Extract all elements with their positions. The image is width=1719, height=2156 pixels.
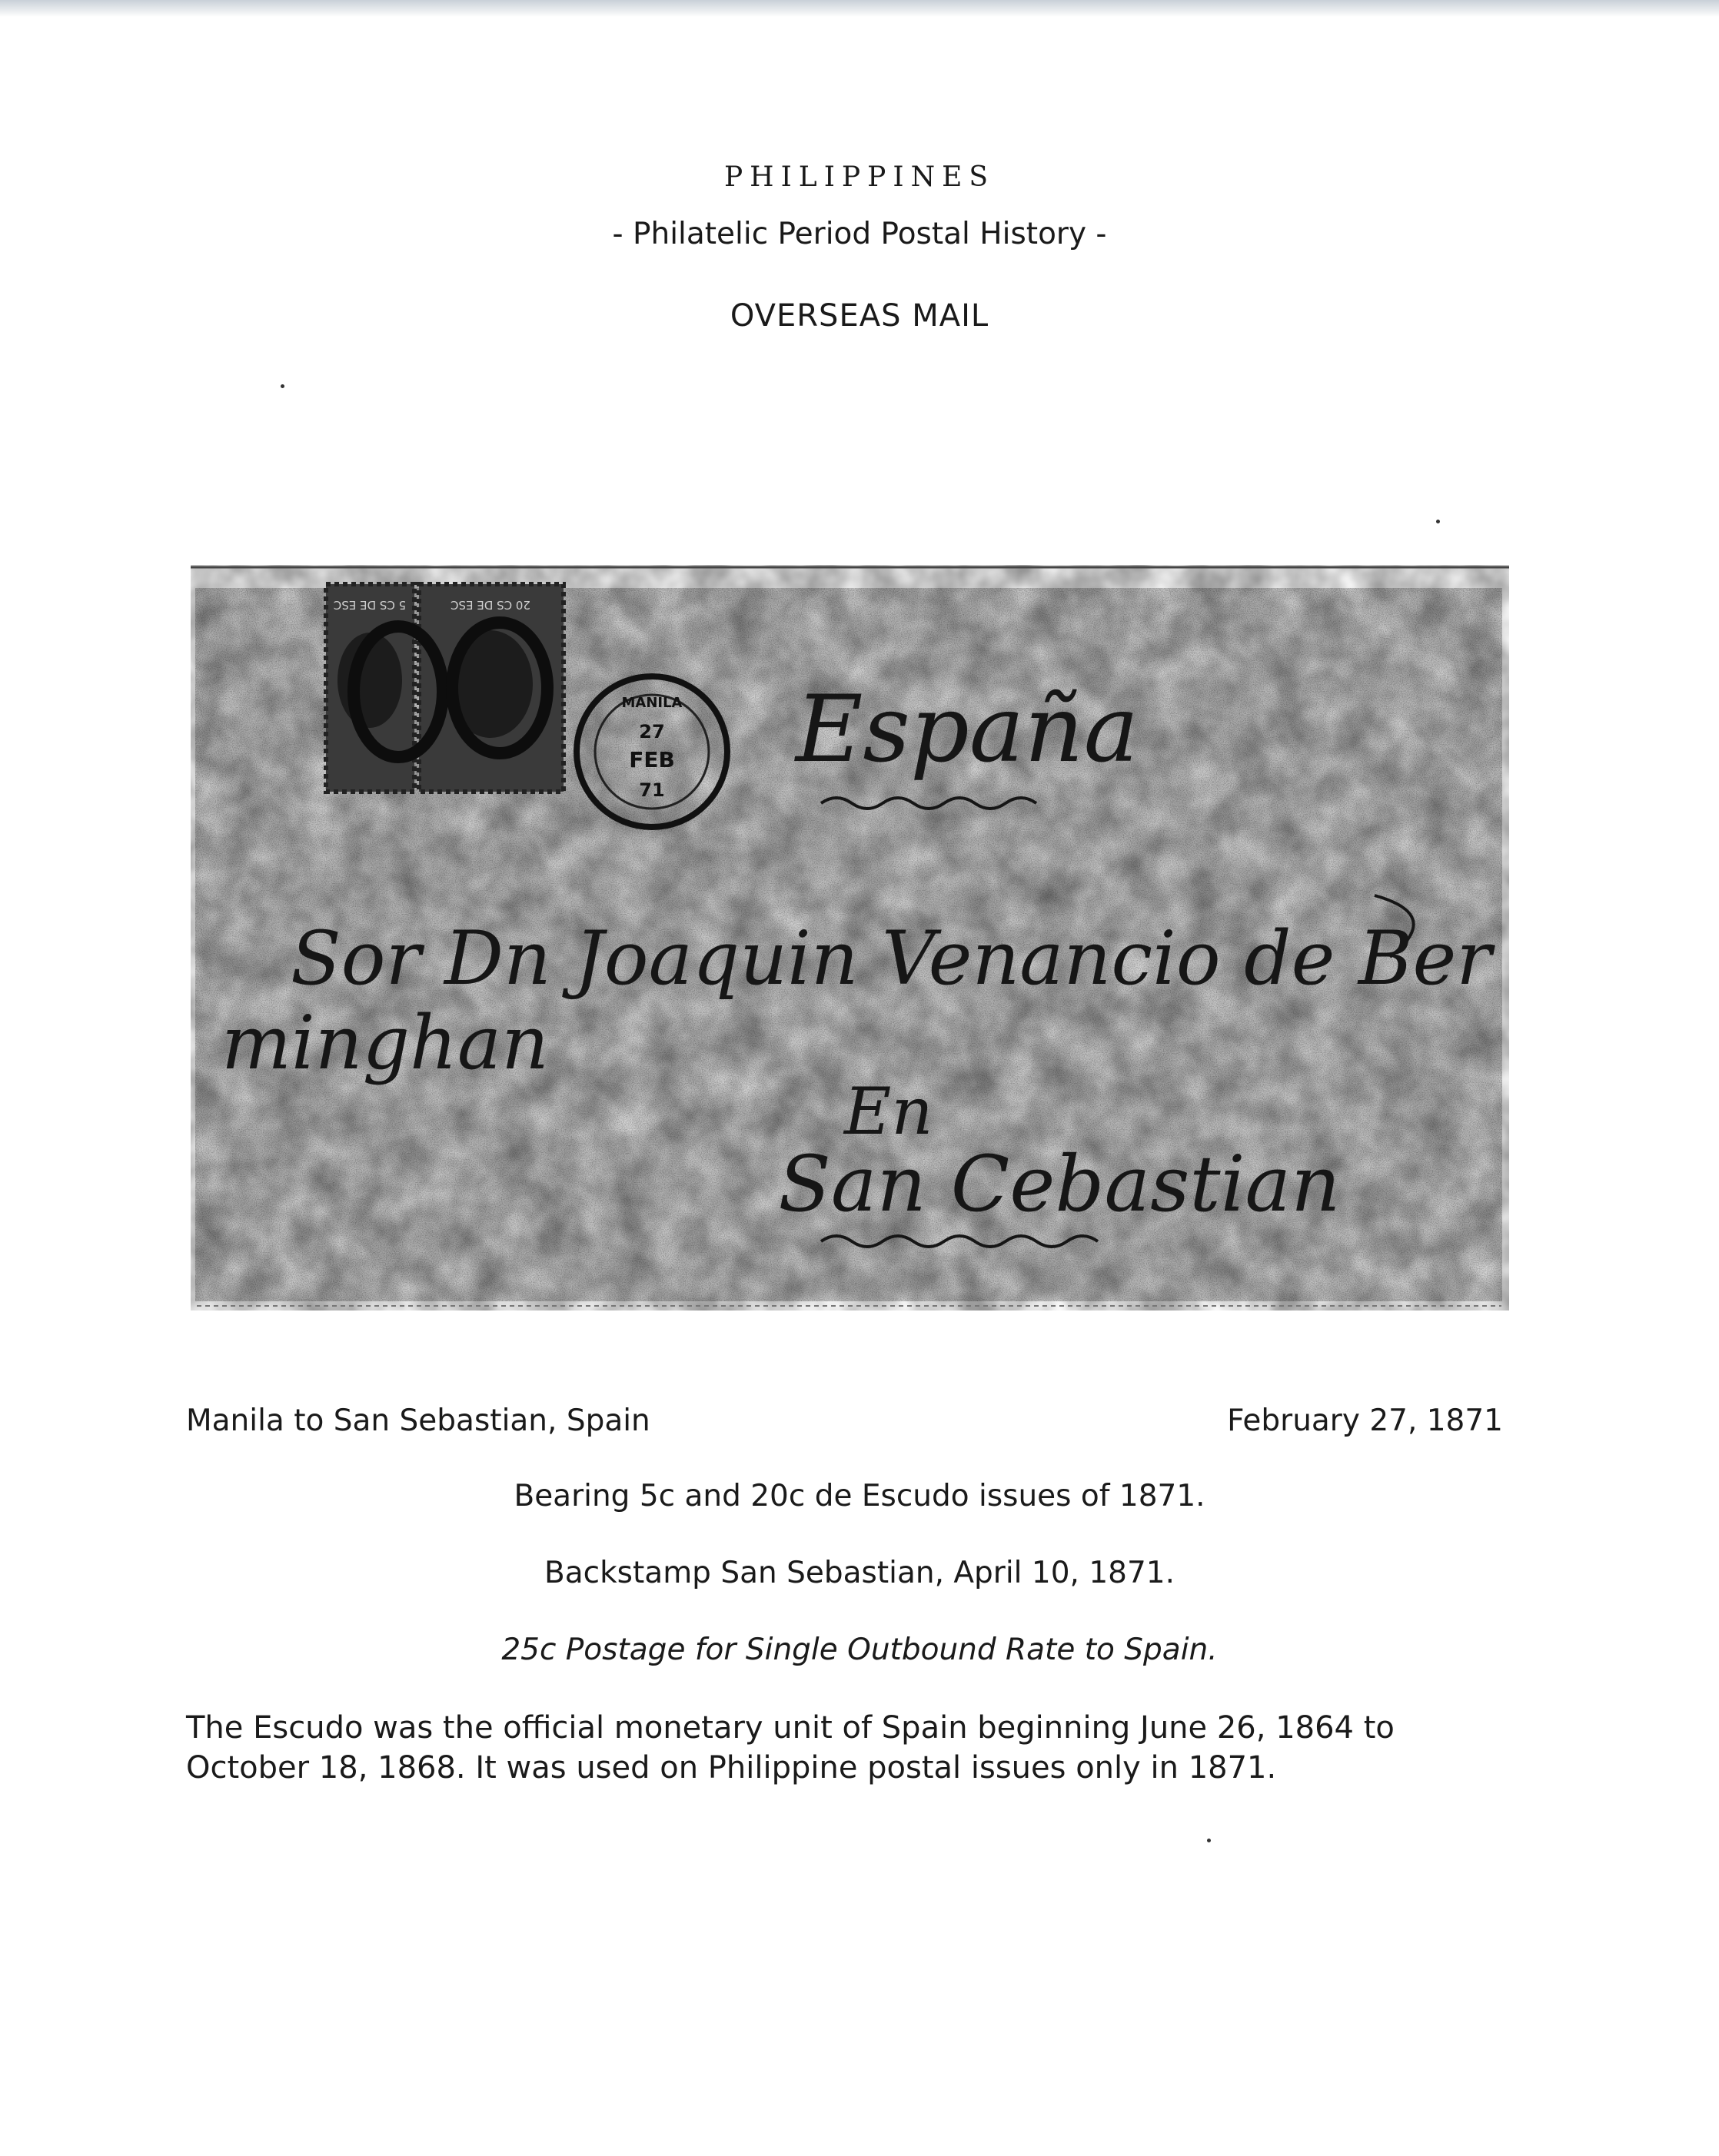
address-name-line1: Sor Dn Joaquin Venancio de Ber: [291, 915, 1492, 1002]
date-caption: February 27, 1871: [1227, 1404, 1503, 1438]
postmark-city: MANILA: [621, 695, 683, 711]
route-caption: Manila to San Sebastian, Spain: [186, 1404, 650, 1438]
stamps-caption: Bearing 5c and 20c de Escudo issues of 1871.: [514, 1479, 1205, 1513]
scan-speck: [1207, 1839, 1211, 1842]
scan-speck: [281, 384, 284, 388]
envelope-cover-image: [191, 565, 1509, 1311]
scan-speck: [1436, 520, 1440, 523]
section-title: OVERSEAS MAIL: [730, 298, 989, 334]
postmark-day: 27: [639, 721, 665, 742]
page-country-title: PHILIPPINES: [723, 161, 996, 193]
postmark-month: FEB: [629, 747, 675, 772]
address-prep: En: [844, 1074, 933, 1149]
address-city: San Cebastian: [778, 1139, 1341, 1229]
scan-edge: [0, 0, 1719, 17]
backstamp-caption: Backstamp San Sebastian, April 10, 1871.: [544, 1556, 1175, 1590]
escudo-note: The Escudo was the official monetary unit of Spain beginning June 26, 1864 to October 18, 1868. It was used on Philippine postal issues only in 1871.: [186, 1710, 1395, 1786]
rate-caption: 25c Postage for Single Outbound Rate to Spain.: [501, 1633, 1218, 1667]
address-country: España: [795, 676, 1139, 783]
postmark-year: 71: [639, 779, 665, 801]
stamp-20c-value-text: 20 CS DE ESC: [451, 598, 530, 612]
page-subtitle: - Philatelic Period Postal History -: [612, 217, 1107, 251]
address-name-line2: minghan: [221, 1000, 549, 1086]
stamp-5c-value-text: 5 CS DE ESC: [333, 598, 407, 612]
